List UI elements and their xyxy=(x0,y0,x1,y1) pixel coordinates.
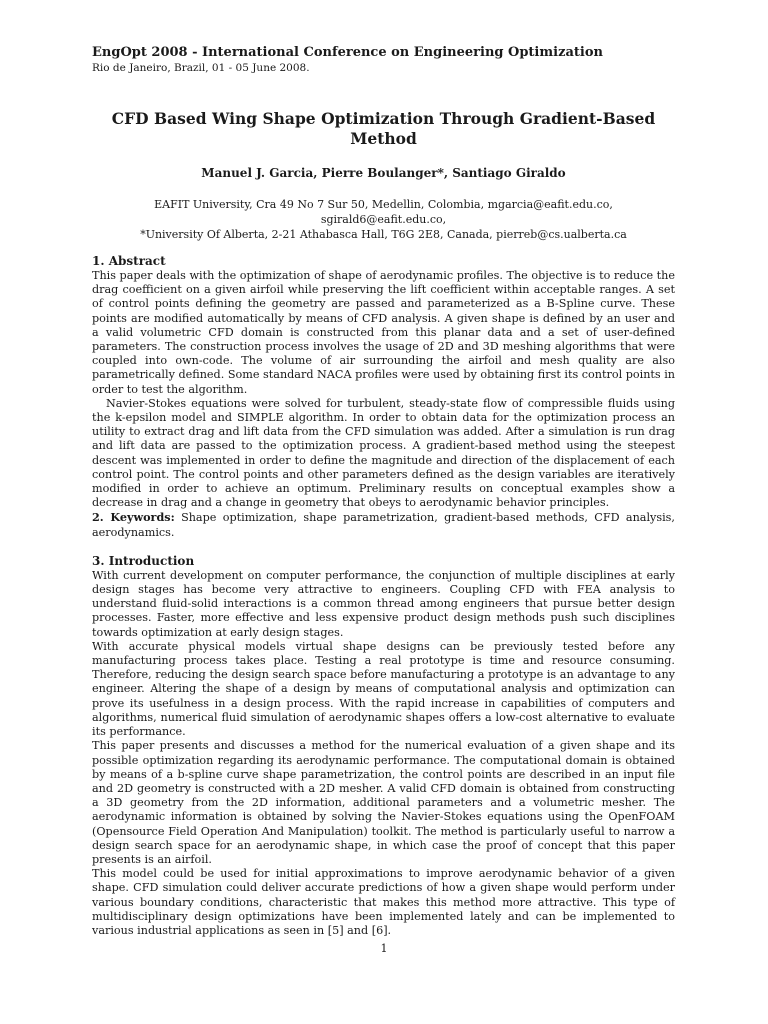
conference-location: Rio de Janeiro, Brazil, 01 - 05 June 2008. xyxy=(92,62,310,74)
introduction-paragraph-3: This paper presents and discusses a method for the numerical evaluation of a given shape and its possible optimization regarding its aerodynamic performance. The computational domain is obtained by means of a b-spline curve shape parametrization, the control points are described in an input file and 2D geometry is constructed with a 2D mesher. A valid CFD domain is obtained from constructing a 3D geometry from the 2D information, additional parameters and a volumetric mesher. The aerodynamic information is obtained by solving the Navier-Stokes equations using the OpenFOAM (Opensource Field Operation And Manipulation) toolkit. The method is particularly useful to narrow a design search space for an aerodynamic shape, in which case the proof of concept that this paper presents is an airfoil. xyxy=(92,739,675,866)
abstract-paragraph-1: This paper deals with the optimization of shape of aerodynamic profiles. The objective is to reduce the drag coefficient on a given airfoil while preserving the lift coefficient within acceptable ranges. A set of control points defining the geometry are passed and parameterized as a B-Spline curve. These points are modified automatically by means of CFD analysis. A given shape is defined by an user and a valid volumetric CFD domain is constructed from this planar data and a set of user-defined parameters. The construction process involves the usage of 2D and 3D meshing algorithms that were coupled into own-code. The volume of air surrounding the airfoil and mesh quality are also parametrically defined. Some standard NACA profiles were used by obtaining first its control points in order to test the algorithm. xyxy=(92,269,675,396)
keywords-heading: 2. Keywords: xyxy=(92,510,175,525)
abstract-heading: 1. Abstract xyxy=(92,254,166,268)
affiliation-line-2: *University Of Alberta, 2-21 Athabasca Hall, T6G 2E8, Canada, pierreb@cs.ualberta.ca xyxy=(140,228,627,241)
paper-title: CFD Based Wing Shape Optimization Through Gradient-Based Method xyxy=(111,109,656,148)
keywords xyxy=(92,510,675,539)
page-number: 1 xyxy=(380,942,388,955)
affiliation-line-1: EAFIT University, Cra 49 No 7 Sur 50, Medellin, Colombia, mgarcia@eafit.edu.co, sgirald6@eafit.edu.co, xyxy=(154,198,613,226)
keywords-text: Shape optimization, shape parametrization, gradient-based methods, CFD analysis, aerodynamics. xyxy=(92,511,675,539)
introduction-paragraph-2: With accurate physical models virtual shape designs can be previously tested before any manufacturing process takes place. Testing a real prototype is time and resource consuming. Therefore, reducing the design search space before manufacturing a prototype is an advantage to any engineer. Altering the shape of a design by means of computational analysis and optimization can prove its usefulness in a design process. With the rapid increase in capabilities of computers and algorithms, numerical fluid simulation of aerodynamic shapes offers a low-cost alternative to evaluate its performance. xyxy=(92,639,675,739)
introduction-heading: 3. Introduction xyxy=(92,553,195,568)
introduction-paragraph-1: With current development on computer performance, the conjunction of multiple disciplines at early design stages has become very attractive to engineers. Coupling CFD with FEA analysis to understand fluid-solid interactions is a common thread among engineers that pursue better design processes. Faster, more effective and less expensive product design methods push such disciplines towards optimization at early design stages. xyxy=(92,568,675,639)
introduction-paragraph-4: This model could be used for initial approximations to improve aerodynamic behavior of a given shape. CFD simulation could deliver accurate predictions of how a given shape would perform under various boundary conditions, characteristic that makes this method more attractive. This type of multidisciplinary design optimizations have been implemented lately and can be implemented to various industrial applications as seen in [5] and [6]. xyxy=(92,867,675,937)
conference-title: EngOpt 2008 - International Conference on Engineering Optimization xyxy=(92,45,603,60)
paper-page xyxy=(92,44,675,938)
affiliations xyxy=(92,197,675,242)
authors: Manuel J. Garcia, Pierre Boulanger*, Santiago Giraldo xyxy=(201,166,566,180)
abstract-paragraph-2: Navier-Stokes equations were solved for turbulent, steady-state flow of compressible fluids using the k-epsilon model and SIMPLE algorithm. In order to obtain data for the optimization process an utility to extract drag and lift data from the CFD simulation was added. After a simulation is run drag and lift data are passed to the optimization process. A gradient-based method using the steepest descent was implemented in order to define the magnitude and direction of the displacement of each control point. The control points and other parameters defined as the design variables are iteratively modified in order to achieve an optimum. Preliminary results on conceptual examples show a decrease in drag and a change in geometry that obeys to aerodynamic behavior principles. xyxy=(92,396,675,510)
